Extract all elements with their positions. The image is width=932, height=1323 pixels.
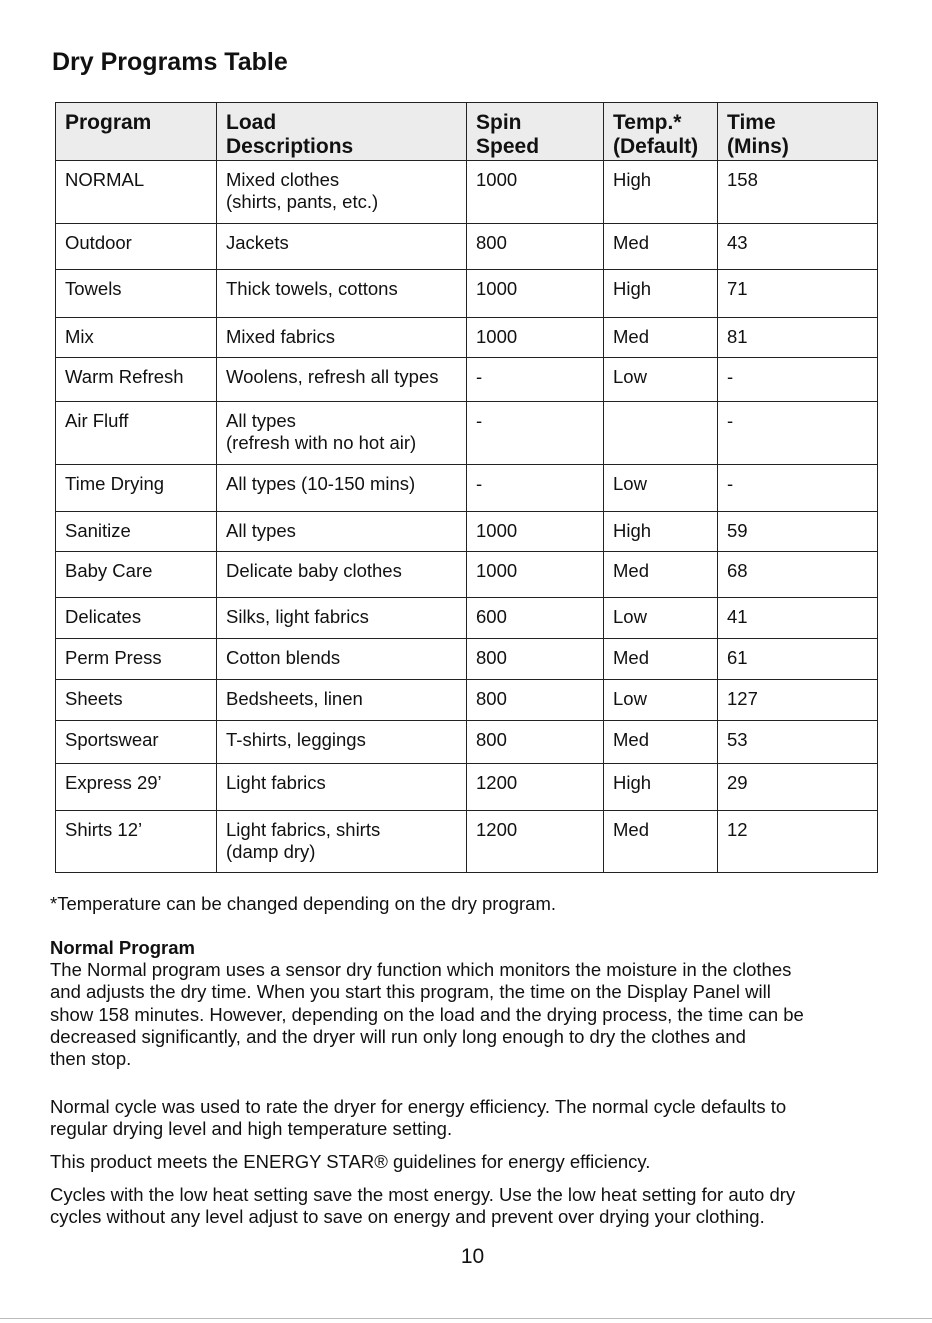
cell-temp: Med	[604, 318, 718, 358]
cell-spin: 1000	[467, 161, 604, 224]
header-time-mins: Time (Mins)	[718, 103, 878, 161]
cell-spin: 1200	[467, 811, 604, 873]
cell-temp	[604, 402, 718, 465]
temperature-footnote: *Temperature can be changed depending on the dry program.	[50, 893, 557, 914]
cell-load: Mixed fabrics	[217, 318, 467, 358]
table-body	[56, 161, 878, 873]
cell-time: 29	[718, 764, 878, 811]
cell-program: Shirts 12’	[56, 811, 217, 873]
cell-load: T-shirts, leggings	[217, 721, 467, 764]
cell-time: 127	[718, 680, 878, 721]
table-row	[56, 512, 878, 552]
cell-spin: 800	[467, 680, 604, 721]
table-row	[56, 318, 878, 358]
header-temp-default: Temp.* (Default)	[604, 103, 718, 161]
cell-load: Woolens, refresh all types	[217, 358, 467, 402]
dry-programs-table	[55, 102, 878, 873]
cell-temp: Low	[604, 680, 718, 721]
cell-program: Sanitize	[56, 512, 217, 552]
cell-spin: 1000	[467, 512, 604, 552]
cell-temp: High	[604, 512, 718, 552]
cell-program: Towels	[56, 270, 217, 318]
header-load-descriptions: Load Descriptions	[217, 103, 467, 161]
cell-time: -	[718, 358, 878, 402]
table-row	[56, 161, 878, 224]
cell-program: Delicates	[56, 598, 217, 639]
cell-load: Bedsheets, linen	[217, 680, 467, 721]
table-row	[56, 465, 878, 512]
cell-program: Outdoor	[56, 224, 217, 270]
cell-program: Express 29’	[56, 764, 217, 811]
cell-time: 43	[718, 224, 878, 270]
table-row	[56, 721, 878, 764]
low-heat-paragraph: Cycles with the low heat setting save the most energy. Use the low heat setting for auto dry cycles without any level adjust to save on energy and prevent over drying your clothing.	[50, 1184, 796, 1228]
cell-temp: Low	[604, 358, 718, 402]
cell-load: Silks, light fabrics	[217, 598, 467, 639]
table-row	[56, 598, 878, 639]
cell-temp: Med	[604, 639, 718, 680]
cell-spin: 1000	[467, 552, 604, 598]
cell-temp: Med	[604, 811, 718, 873]
cell-load: Mixed clothes (shirts, pants, etc.)	[217, 161, 467, 224]
table-row	[56, 680, 878, 721]
cell-spin: 1200	[467, 764, 604, 811]
cell-program: Sheets	[56, 680, 217, 721]
cell-program: Air Fluff	[56, 402, 217, 465]
cell-time: 71	[718, 270, 878, 318]
cell-program: Baby Care	[56, 552, 217, 598]
normal-program-paragraph-1: The Normal program uses a sensor dry function which monitors the moisture in the clothes and adjusts the dry time. When you start this program, the time on the Display Panel will show 158 minutes. However, depending on the load and the drying process, the time can be decreased significantly, and the dryer will run only long enough to dry the clothes and then stop.	[50, 959, 804, 1070]
table-row	[56, 224, 878, 270]
cell-program: Perm Press	[56, 639, 217, 680]
cell-program: Time Drying	[56, 465, 217, 512]
cell-load: Jackets	[217, 224, 467, 270]
table-row	[56, 639, 878, 680]
cell-time: -	[718, 465, 878, 512]
cell-temp: High	[604, 161, 718, 224]
table-row	[56, 552, 878, 598]
cell-time: -	[718, 402, 878, 465]
cell-load: Thick towels, cottons	[217, 270, 467, 318]
table-row	[56, 402, 878, 465]
cell-time: 158	[718, 161, 878, 224]
cell-temp: High	[604, 270, 718, 318]
cell-spin: 600	[467, 598, 604, 639]
cell-load: Cotton blends	[217, 639, 467, 680]
cell-program: NORMAL	[56, 161, 217, 224]
cell-time: 59	[718, 512, 878, 552]
cell-load: Light fabrics, shirts (damp dry)	[217, 811, 467, 873]
cell-spin: 800	[467, 639, 604, 680]
cell-program: Warm Refresh	[56, 358, 217, 402]
cell-time: 61	[718, 639, 878, 680]
header-spin-speed: Spin Speed	[467, 103, 604, 161]
cell-spin: -	[467, 358, 604, 402]
cell-load: Light fabrics	[217, 764, 467, 811]
normal-program-paragraph-2: Normal cycle was used to rate the dryer for energy efficiency. The normal cycle defaults to regular drying level and high temperature setting.	[50, 1096, 787, 1140]
table-header-row	[56, 103, 878, 161]
energy-star-paragraph: This product meets the ENERGY STAR® guidelines for energy efficiency.	[50, 1151, 651, 1172]
cell-temp: Low	[604, 598, 718, 639]
cell-load: All types	[217, 512, 467, 552]
cell-time: 53	[718, 721, 878, 764]
table-row	[56, 764, 878, 811]
header-program: Program	[56, 103, 217, 161]
table-row	[56, 270, 878, 318]
cell-spin: 800	[467, 721, 604, 764]
cell-spin: -	[467, 402, 604, 465]
cell-temp: Med	[604, 224, 718, 270]
cell-time: 68	[718, 552, 878, 598]
table-row	[56, 811, 878, 873]
cell-spin: 800	[467, 224, 604, 270]
cell-spin: -	[467, 465, 604, 512]
cell-spin: 1000	[467, 318, 604, 358]
cell-temp: Med	[604, 721, 718, 764]
table-row	[56, 358, 878, 402]
cell-temp: Low	[604, 465, 718, 512]
page-number: 10	[460, 1245, 485, 1268]
cell-load: Delicate baby clothes	[217, 552, 467, 598]
bottom-rule	[0, 1318, 932, 1319]
normal-program-heading: Normal Program	[50, 937, 195, 958]
cell-temp: Med	[604, 552, 718, 598]
cell-time: 41	[718, 598, 878, 639]
cell-program: Sportswear	[56, 721, 217, 764]
cell-load: All types (refresh with no hot air)	[217, 402, 467, 465]
cell-time: 12	[718, 811, 878, 873]
page-title: Dry Programs Table	[52, 48, 288, 76]
cell-time: 81	[718, 318, 878, 358]
cell-temp: High	[604, 764, 718, 811]
cell-spin: 1000	[467, 270, 604, 318]
cell-load: All types (10-150 mins)	[217, 465, 467, 512]
cell-program: Mix	[56, 318, 217, 358]
